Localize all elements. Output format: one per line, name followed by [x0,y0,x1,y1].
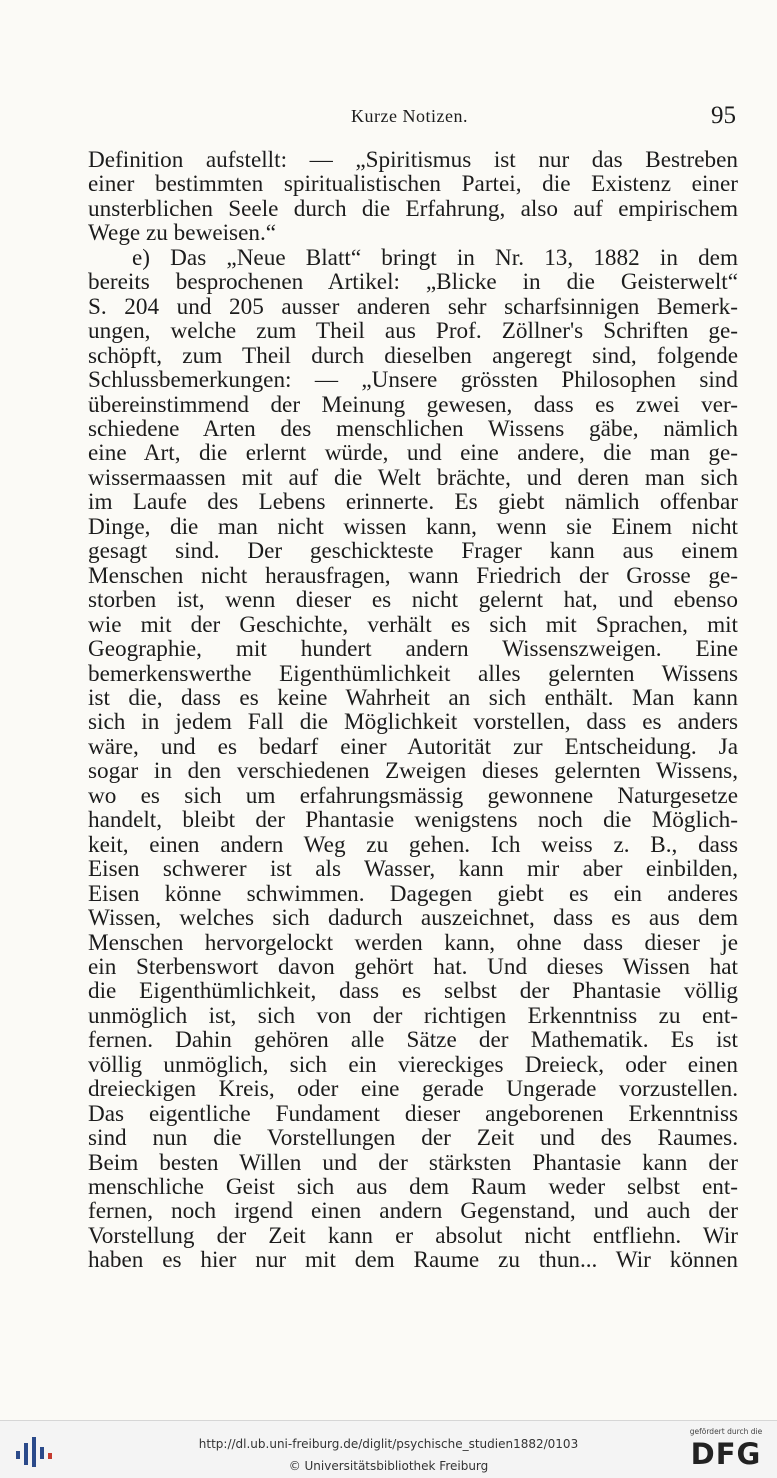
text-line: die Eigenthümlichkeit, dass es selbst der Phantasie völlig [88,978,738,1005]
text-line: fernen, noch irgend einen andern Gegenstand, und auch der [88,1198,738,1225]
text-line: ein Sterbenswort davon gehört hat. Und dieses Wissen hat [88,953,738,980]
text-line: handelt, bleibt der Phantasie wenigstens noch die Möglich- [88,807,738,834]
text-line: wie mit der Geschichte, verhält es sich mit Sprachen, mit [88,611,738,638]
text-line: haben es hier nur mit dem Raume zu thun... Wir können [88,1247,738,1274]
text-line: bereits besprochenen Artikel: „Blicke in die Geisterwelt“ [88,269,738,296]
text-line: Wege zu beweisen.“ [88,220,277,247]
text-line: ungen, welche zum Theil aus Prof. Zöllner's Schriften ge- [88,318,738,345]
text-line: wäre, und es bedarf einer Autorität zur Entscheidung. Ja [88,733,738,760]
text-line: keit, einen andern Weg zu gehen. Ich weiss z. B., dass [88,831,738,858]
text-line: im Laufe des Lebens erinnerte. Es giebt nämlich offenbar [88,489,738,516]
text-line: unmöglich ist, sich von der richtigen Erkenntniss zu ent- [88,1002,738,1029]
text-line: Schlussbemerkungen: — „Unsere grössten Philosophen sind [88,367,738,394]
text-line: schiedene Arten des menschlichen Wissens gäbe, nämlich [88,415,738,442]
text-line: völlig unmöglich, sich ein viereckiges Dreieck, oder einen [88,1051,738,1078]
text-line: schöpft, zum Theil durch dieselben angeregt sind, folgende [88,342,738,369]
text-line: dreieckigen Kreis, oder eine gerade Ungerade vorzustellen. [88,1076,738,1103]
text-line: Vorstellung der Zeit kann er absolut nicht entfliehn. Wir [88,1222,738,1249]
text-line: ist die, dass es keine Wahrheit an sich enthält. Man kann [88,684,738,711]
dfg-logo: DFG [690,1437,762,1471]
viewer-footer [0,1420,777,1478]
copyright-notice: © Universitätsbibliothek Freiburg [288,1459,489,1473]
text-line: Eisen schwerer ist als Wasser, kann mir aber einbilden, [88,856,738,883]
text-line: storben ist, wenn dieser es nicht gelernt hat, und ebenso [88,587,738,614]
text-line: Wissen, welches sich dadurch auszeichnet, dass es aus dem [88,905,738,932]
text-line: sind nun die Vorstellungen der Zeit und des Raumes. [88,1125,738,1152]
text-line: Definition aufstellt: — „Spiritismus ist nur das Bestreben [88,147,738,173]
body-text [88,148,738,1273]
text-line: fernen. Dahin gehören alle Sätze der Mathematik. Es ist [88,1027,738,1054]
permalink[interactable]: http://dl.ub.uni-freiburg.de/diglit/psychische_studien1882/0103 [198,1437,579,1451]
text-line: Dinge, die man nicht wissen kann, wenn sie Einem nicht [88,513,738,540]
text-line: Menschen nicht herausfragen, wann Friedrich der Grosse ge- [88,562,738,589]
text-line: S. 204 und 205 ausser anderen sehr scharfsinnigen Bemerk- [88,293,738,320]
text-line: eine Art, die erlernt würde, und eine andere, die man ge- [88,440,738,467]
text-line: bemerkenswerthe Eigenthümlichkeit alles gelernten Wissens [88,660,738,687]
text-line: Beim besten Willen und der stärksten Phantasie kann der [88,1149,738,1176]
page-header [88,100,738,134]
dfg-logo-block [685,1427,767,1473]
text-line: übereinstimmend der Meinung gewesen, dass es zwei ver- [88,391,738,418]
text-line: gesagt sind. Der geschickteste Frager kann aus einem [88,538,738,565]
text-line: Geographie, mit hundert andern Wissenszweigen. Eine [88,636,738,663]
text-line: wissermaassen mit auf die Welt brächte, und deren man sich [88,464,738,491]
page-number: 95 [711,102,736,129]
running-title: Kurze Notizen. [351,106,468,126]
text-line: Das eigentliche Fundament dieser angeborenen Erkenntniss [88,1100,738,1127]
text-line: Menschen hervorgelockt werden kann, ohne dass dieser je [88,929,738,956]
text-line: menschliche Geist sich aus dem Raum weder selbst ent- [88,1174,738,1201]
text-line: sogar in den verschiedenen Zweigen dieses gelernten Wissens, [88,758,738,785]
text-line: wo es sich um erfahrungsmässig gewonnene Naturgesetze [88,782,738,809]
dfg-caption: gefördert durch die [689,1427,763,1436]
text-line: unsterblichen Seele durch die Erfahrung, also auf empirischem [88,195,738,222]
text-line: Eisen könne schwimmen. Dagegen giebt es ein anderes [88,880,738,907]
text-line: sich in jedem Fall die Möglichkeit vorstellen, dass es anders [88,709,738,736]
text-line: e) Das „Neue Blatt“ bringt in Nr. 13, 1882 in dem [132,244,738,271]
text-line: einer bestimmten spiritualistischen Partei, die Existenz einer [88,171,738,198]
